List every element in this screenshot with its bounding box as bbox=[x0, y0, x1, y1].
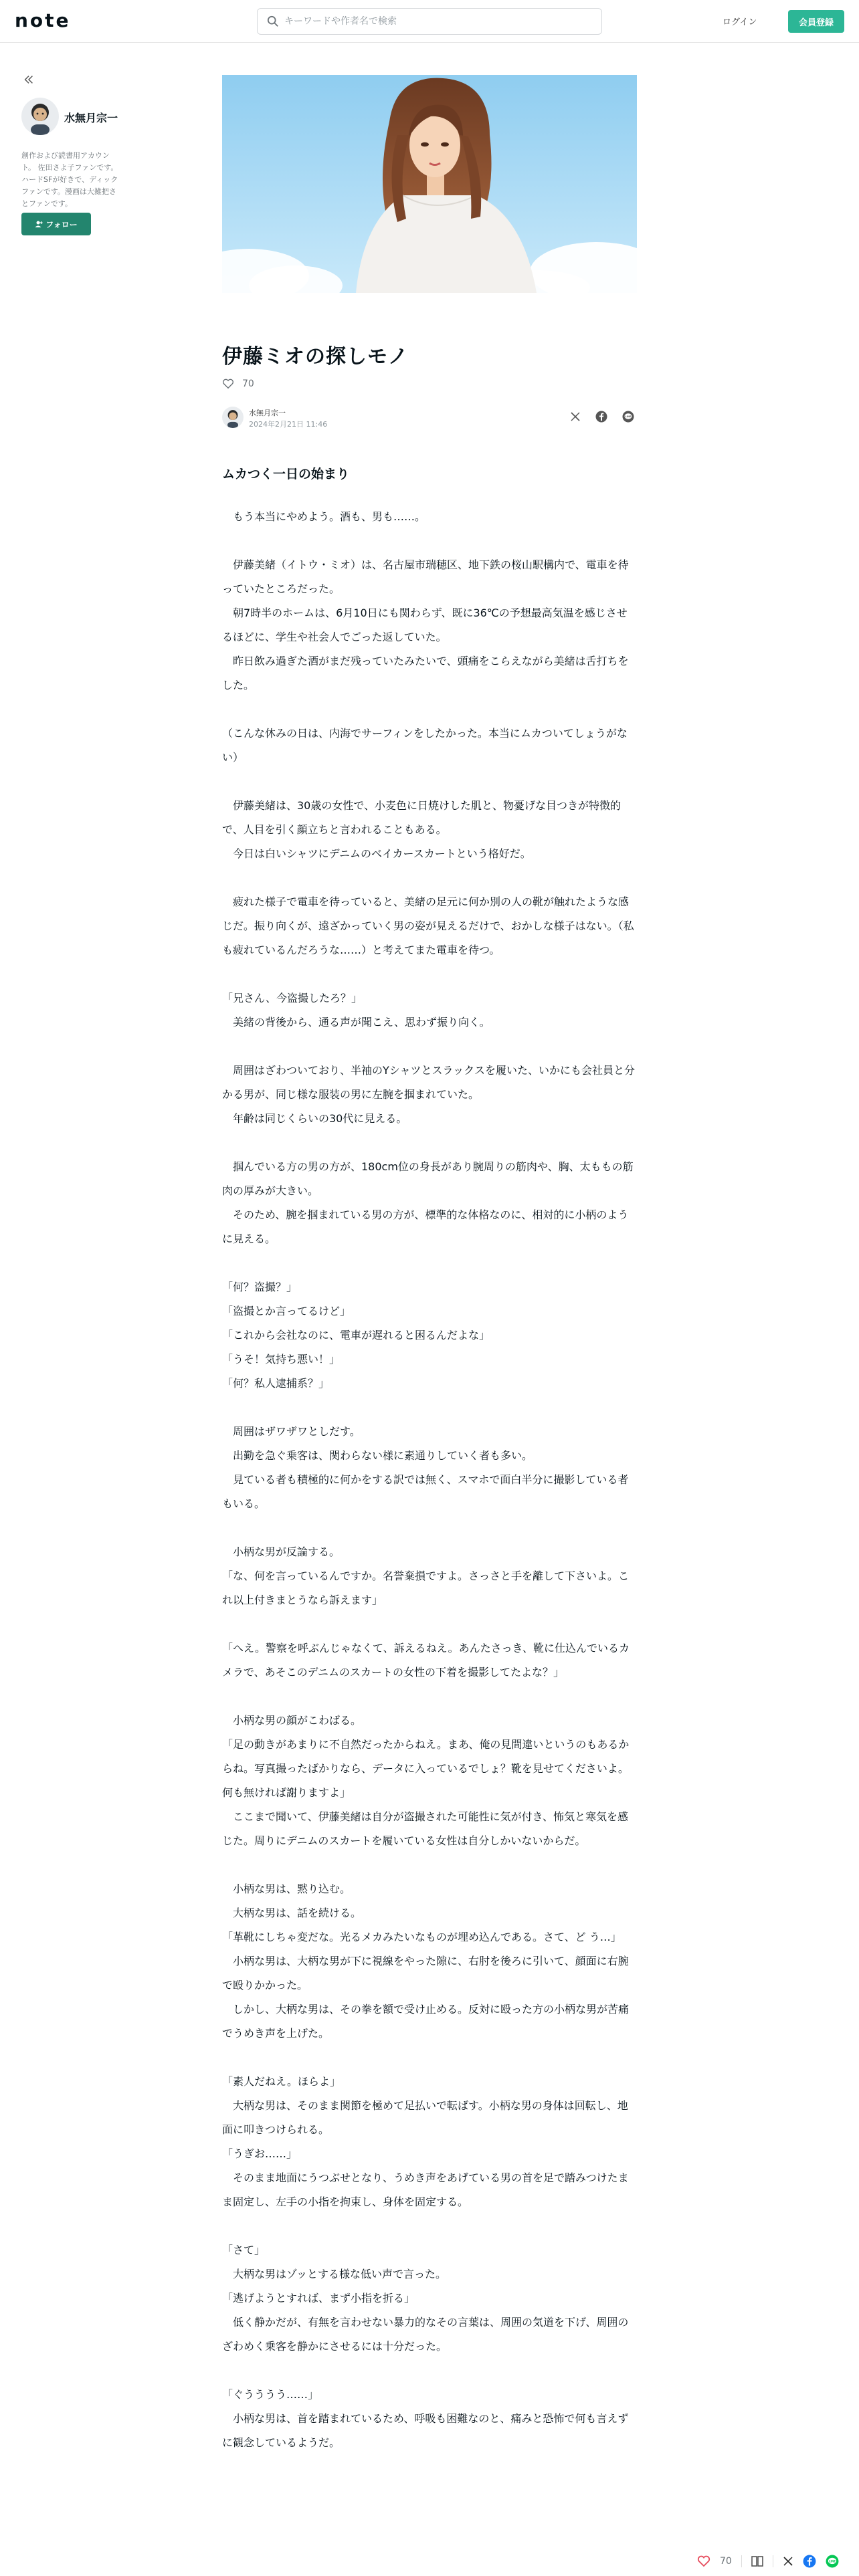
paragraph-line: 小柄な男が反論する。 bbox=[222, 1545, 341, 1558]
signup-button[interactable]: 会員登録 bbox=[788, 10, 844, 33]
follow-button[interactable] bbox=[21, 213, 91, 235]
article-paragraph bbox=[222, 1155, 637, 1251]
paragraph-line: 周囲はザワザワとしだす。 bbox=[222, 1425, 361, 1438]
magazine-icon[interactable] bbox=[751, 2556, 763, 2567]
article-paragraph bbox=[222, 1059, 637, 1131]
paragraph-line: もう本当にやめよう。酒も、男も……。 bbox=[222, 510, 426, 523]
like-count: 70 bbox=[242, 379, 254, 389]
login-link[interactable]: ログイン bbox=[723, 17, 757, 27]
paragraph-line: 伊藤美緒は、30歳の女性で、小麦色に日焼けした肌と、物憂げな目つきが特徴的で、人目を引く顔立ちと言われることもある。 bbox=[222, 799, 622, 836]
collapse-icon[interactable] bbox=[23, 74, 35, 86]
paragraph-line: ここまで聞いて、伊藤美緒は自分が盗撮された可能性に気が付き、怖気と寒気を感じた。周りにデニムのスカートを履いている女性は自分しかいないからだ。 bbox=[222, 1810, 629, 1847]
article-body bbox=[222, 464, 637, 2479]
facebook-icon[interactable] bbox=[595, 411, 607, 423]
paragraph-line: 「何？私人逮捕系？」 bbox=[222, 1377, 330, 1390]
paragraph-line: 「兄さん、今盗撮したろ？」 bbox=[222, 992, 362, 1004]
publish-date: 2024年2月21日 11:46 bbox=[249, 420, 328, 429]
paragraph-line: 「これから会社なのに、電車が遅れると困るんだよな」 bbox=[222, 1329, 490, 1341]
paragraph-line: 「逃げようとすれば、まず小指を折る」 bbox=[222, 2292, 415, 2304]
paragraph-line: 「ぐうううう……」 bbox=[222, 2388, 319, 2401]
paragraph-line: 「さて」 bbox=[222, 2244, 266, 2256]
x-icon[interactable] bbox=[570, 411, 581, 422]
line-icon[interactable] bbox=[826, 2555, 839, 2568]
separator bbox=[741, 2555, 742, 2567]
paragraph-line: 昨日飲み過ぎた酒がまだ残っていたみたいで、頭痛をこらえながら美緒は舌打ちをした。 bbox=[222, 655, 629, 691]
search-icon bbox=[267, 15, 279, 27]
paragraph-line: 「何？盗撮？」 bbox=[222, 1281, 298, 1293]
user-plus-icon bbox=[35, 220, 43, 228]
article-paragraph bbox=[222, 1540, 637, 1612]
section-heading: ムカつく一日の始まり bbox=[222, 467, 350, 481]
paragraph-line: （こんな休みの日は、内海でサーフィンをしたかった。本当にムカついてしょうがない） bbox=[222, 727, 628, 764]
article-paragraph bbox=[222, 553, 637, 697]
paragraph-line: 大柄な男は、話を続ける。 bbox=[222, 1907, 362, 1919]
paragraph-line: 「へえ。警察を呼ぶんじゃなくて、訴えるねえ。あんたさっき、靴に仕込んでいるカメラで、あそこのデニムのスカートの女性の下着を撮影してたよな？」 bbox=[222, 1642, 630, 1679]
article-paragraph bbox=[222, 2383, 637, 2455]
note-logo[interactable]: note bbox=[15, 9, 71, 31]
paragraph-line: 掴んでいる方の男の方が、180cm位の身長があり腕周りの筋肉や、胸、太ももの筋肉の厚みが大きい。 bbox=[222, 1160, 634, 1197]
line-icon[interactable] bbox=[622, 411, 634, 423]
like-summary[interactable] bbox=[222, 379, 254, 389]
author-name-small[interactable]: 水無月宗一 bbox=[249, 409, 286, 417]
paragraph-line: 「革靴にしちゃ変だな。光るメカみたいなものが埋め込んである。さて、ど う…」 bbox=[222, 1931, 622, 1943]
paragraph-line: 「素人だねえ。ほらよ」 bbox=[222, 2075, 341, 2088]
heart-icon[interactable] bbox=[222, 379, 234, 389]
search-input[interactable] bbox=[284, 13, 592, 30]
paragraph-line: そのまま地面にうつぶせとなり、うめき声をあげている男の首を足で踏みつけたまま固定し、左手の小指を拘束し、身体を固定する。 bbox=[222, 2171, 629, 2208]
paragraph-line: 「盗撮とか言ってるけど」 bbox=[222, 1305, 351, 1317]
svg-text:LINE: LINE bbox=[828, 2559, 836, 2563]
heart-icon[interactable] bbox=[697, 2555, 710, 2567]
article-paragraph bbox=[222, 1709, 637, 1853]
x-icon[interactable] bbox=[783, 2556, 793, 2567]
article-paragraph bbox=[222, 2238, 637, 2359]
paragraph-line: 「うそ！気持ち悪い！」 bbox=[222, 1353, 341, 1366]
article-paragraph bbox=[222, 890, 637, 962]
paragraph-line: 小柄な男の顔がこわばる。 bbox=[222, 1714, 362, 1727]
paragraph-line: 見ている者も積極的に何かをする訳では無く、スマホで面白半分に撮影している者もいる。 bbox=[222, 1473, 629, 1510]
article-paragraph bbox=[222, 986, 637, 1035]
share-buttons bbox=[570, 411, 634, 423]
article-paragraph bbox=[222, 505, 637, 529]
article-paragraph bbox=[222, 1636, 637, 1685]
paragraph-line: 周囲はざわついており、半袖のYシャツとスラックスを履いた、いかにも会社員と分かる男が、同じ様な服装の男に左腕を掴まれていた。 bbox=[222, 1064, 635, 1101]
paragraph-line: 伊藤美緒（イトウ・ミオ）は、名古屋市瑞穂区、地下鉄の桜山駅構内で、電車を待っていたところだった。 bbox=[222, 558, 629, 595]
paragraph-list bbox=[222, 505, 637, 2455]
paragraph-line: 今日は白いシャツにデニムのベイカースカートという格好だ。 bbox=[222, 847, 531, 860]
paragraph-line: 疲れた様子で電車を待っていると、美緒の足元に何か別の人の靴が触れたような感じだ。振り向くが、遠ざかっていく男の姿が見えるだけで、おかしな様子はない。（私も疲れているんだろうな……）と考えてまた電車を待つ。 bbox=[222, 895, 634, 956]
article-paragraph bbox=[222, 722, 637, 770]
article-paragraph bbox=[222, 1275, 637, 1396]
paragraph-line: そのため、腕を掴まれている男の方が、標準的な体格なのに、相対的に小柄のように見える。 bbox=[222, 1208, 629, 1245]
article-paragraph bbox=[222, 794, 637, 866]
article-paragraph bbox=[222, 1420, 637, 1516]
paragraph-line: 小柄な男は、黙り込む。 bbox=[222, 1883, 351, 1895]
paragraph-line: しかし、大柄な男は、その拳を額で受け止める。反対に殴った方の小柄な男が苦痛でうめき声を上げた。 bbox=[222, 2003, 630, 2040]
bottom-like-count: 70 bbox=[720, 2556, 732, 2567]
search-box[interactable] bbox=[257, 8, 602, 35]
bottom-action-bar bbox=[697, 2549, 859, 2573]
article-title: 伊藤ミオの探しモノ bbox=[222, 345, 409, 368]
paragraph-line: 年齢は同じくらいの30代に見える。 bbox=[222, 1112, 407, 1125]
follow-label: フォロー bbox=[45, 219, 78, 229]
hero-image bbox=[222, 75, 637, 293]
author-avatar-small[interactable] bbox=[222, 407, 244, 428]
paragraph-line: 大柄な男は、そのまま関節を極めて足払いで転ばす。小柄な男の身体は回転し、地面に叩きつけられる。 bbox=[222, 2099, 628, 2136]
paragraph-line: 「な、何を言っているんですか。名誉棄損ですよ。さっさと手を離して下さいよ。これ以上付きまとうなら訴えます」 bbox=[222, 1570, 630, 1606]
paragraph-line: 大柄な男はゾッとする様な低い声で言った。 bbox=[222, 2268, 447, 2280]
author-row bbox=[222, 407, 637, 431]
article-paragraph bbox=[222, 1877, 637, 2046]
article-paragraph bbox=[222, 2070, 637, 2214]
svg-text:LINE: LINE bbox=[625, 415, 632, 419]
paragraph-line: 朝7時半のホームは、6月10日にも関わらず、既に36℃の予想最高気温を感じさせるほどに、学生や社会人でごった返していた。 bbox=[222, 607, 628, 643]
paragraph-line: 「足の動きがあまりに不自然だったからねえ。まあ、俺の見間違いというのもあるからね。写真撮ったばかりなら、データに入っているでしょ？靴を見せてくださいよ。何も無ければ謝りますよ」 bbox=[222, 1738, 630, 1799]
paragraph-line: 低く静かだが、有無を言わせない暴力的なその言葉は、周囲の気道を下げ、周囲のざわめく乗客を静かにさせるには十分だった。 bbox=[222, 2316, 629, 2353]
facebook-icon[interactable] bbox=[803, 2555, 816, 2568]
paragraph-line: 美緒の背後から、通る声が聞こえ、思わず振り向く。 bbox=[222, 1016, 490, 1029]
author-avatar[interactable] bbox=[21, 98, 59, 135]
paragraph-line: 小柄な男は、大柄な男が下に視線をやった隙に、右肘を後ろに引いて、顔面に右腕で殴りかかった。 bbox=[222, 1955, 629, 1992]
paragraph-line: 小柄な男は、首を踏まれているため、呼吸も困難なのと、痛みと恐怖で何も言えずに観念しているようだ。 bbox=[222, 2412, 629, 2449]
author-name[interactable]: 水無月宗一 bbox=[64, 112, 118, 124]
site-header bbox=[0, 0, 859, 43]
author-bio: 創作および読書用アカウント。 佐田さよ子ファンです。ハードSFが好きで、ディックファンです。漫画は大雑把さとファンです。 bbox=[21, 151, 118, 208]
paragraph-line: 出勤を急ぐ乗客は、関わらない様に素通りしていく者も多い。 bbox=[222, 1449, 533, 1462]
paragraph-line: 「うぎお……」 bbox=[222, 2147, 298, 2160]
